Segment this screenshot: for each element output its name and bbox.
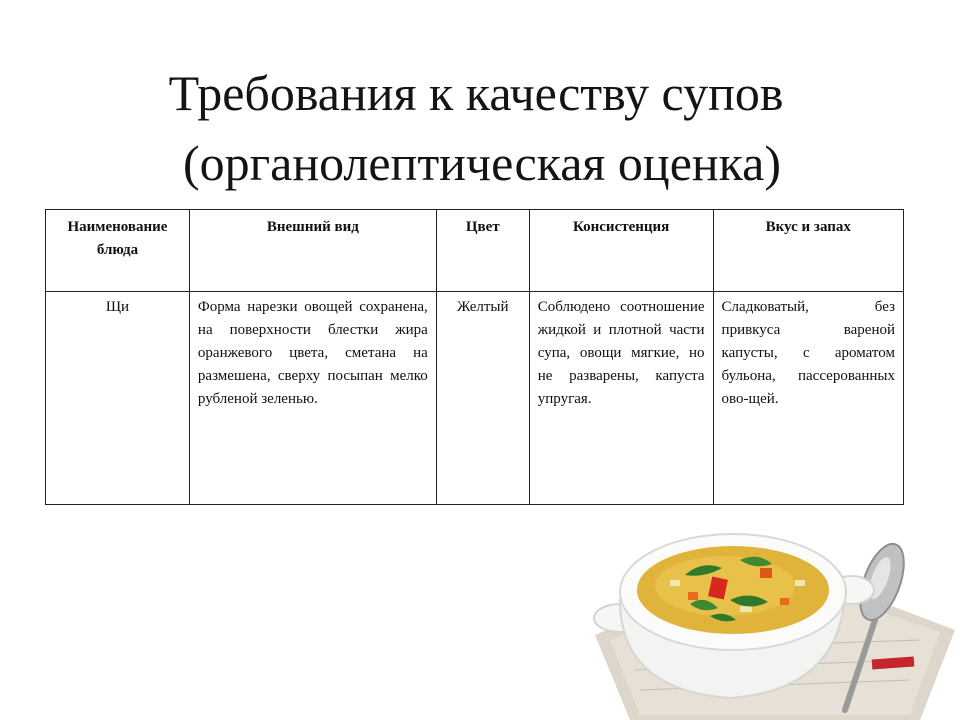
page-subtitle: (органолептическая оценка) xyxy=(182,135,782,191)
cell-consistency: Соблюдено соотношение жидкой и плотной части супа, овощи мягкие, но не разварены, капуста упругая. xyxy=(529,292,713,505)
cell-dish-name: Щи xyxy=(46,292,190,505)
table-header-row xyxy=(46,210,904,292)
cell-taste-smell: Сладковатый, без привкуса вареной капусты, с ароматом бульона, пассерованных ово-щей. xyxy=(713,292,903,505)
cell-appearance: Форма нарезки овощей сохранена, на поверхности блестки жира оранжевого цвета, сметана на размешена, сверху посыпан мелко рубленой зеленью. xyxy=(189,292,436,505)
header-color: Цвет xyxy=(436,210,529,292)
page-title: Требования к качеству супов xyxy=(168,65,784,121)
table-row xyxy=(46,292,904,505)
soup-bowl-icon xyxy=(590,520,960,720)
header-appearance: Внешний вид xyxy=(189,210,436,292)
header-taste-smell: Вкус и запах xyxy=(713,210,903,292)
header-consistency: Консистенция xyxy=(529,210,713,292)
cell-color: Желтый xyxy=(436,292,529,505)
quality-table xyxy=(45,209,904,505)
header-dish-name: Наименование блюда xyxy=(46,210,190,292)
